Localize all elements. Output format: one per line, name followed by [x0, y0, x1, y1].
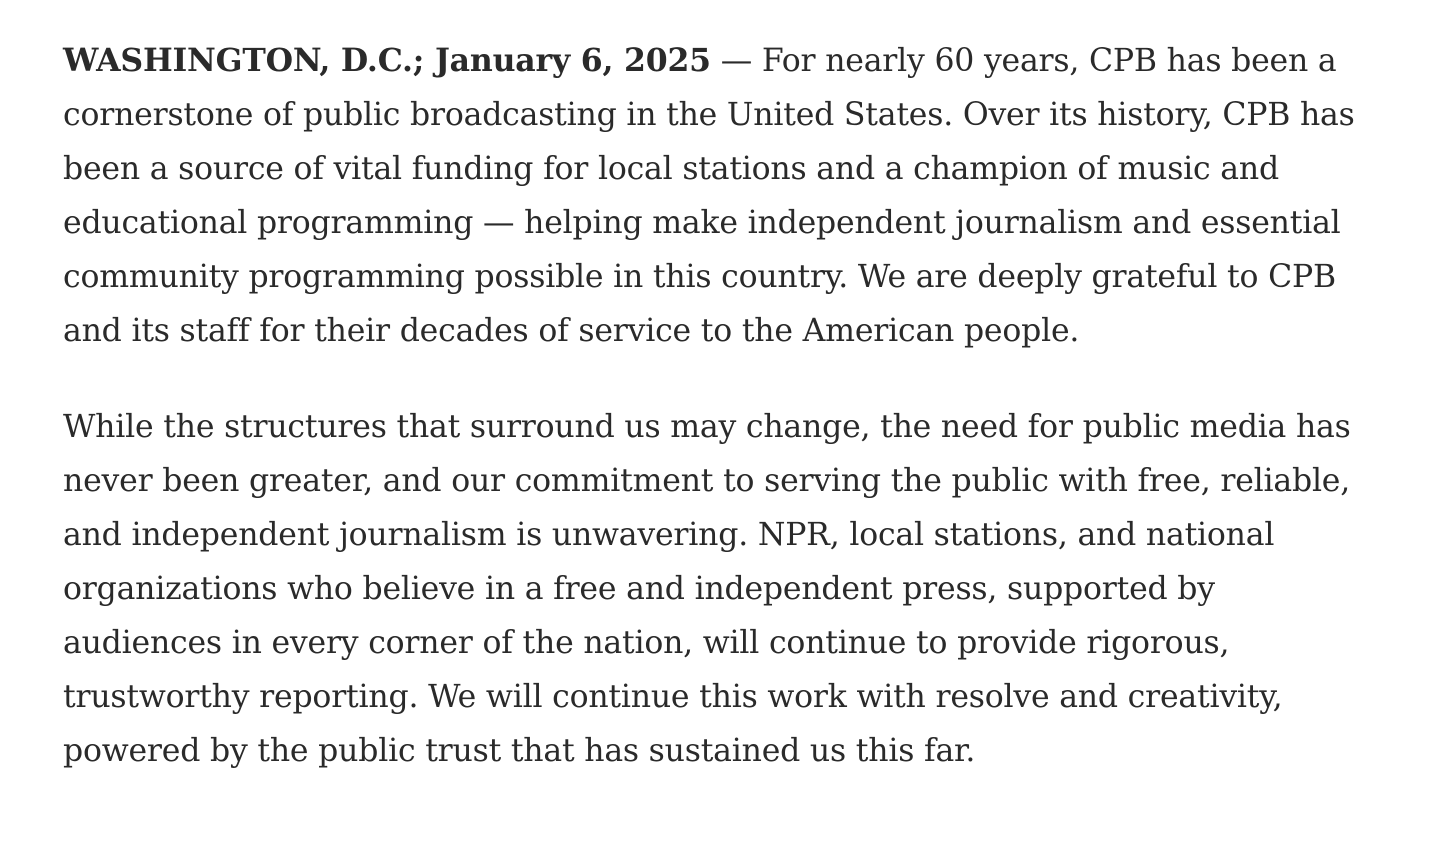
article-paragraph-1 [63, 34, 1373, 358]
article-body [63, 34, 1373, 778]
dateline: WASHINGTON, D.C.; January 6, 2025 [63, 42, 711, 79]
article-paragraph-2 [63, 400, 1373, 778]
paragraph-2-text: While the structures that surround us may change, the need for public media has never been greater, and our commitment to serving the public with free, reliable, and independent journalism is unwavering. NPR, local stations, and national organizations who believe in a free and independent press, supported by audiences in every corner of the nation, will continue to provide rigorous, trustworthy reporting. We will continue this work with resolve and creativity, powered by the public trust that has sustained us this far. [63, 409, 1351, 769]
dateline-separator: — [710, 43, 762, 79]
paragraph-1-text: For nearly 60 years, CPB has been a cornerstone of public broadcasting in the United States. Over its history, CPB has been a source of vital funding for local stations and a champion of music and educational programming — helping make independent journalism and essential community programming possible in this country. We are deeply grateful to CPB and its staff for their decades of service to the American people. [63, 43, 1355, 349]
